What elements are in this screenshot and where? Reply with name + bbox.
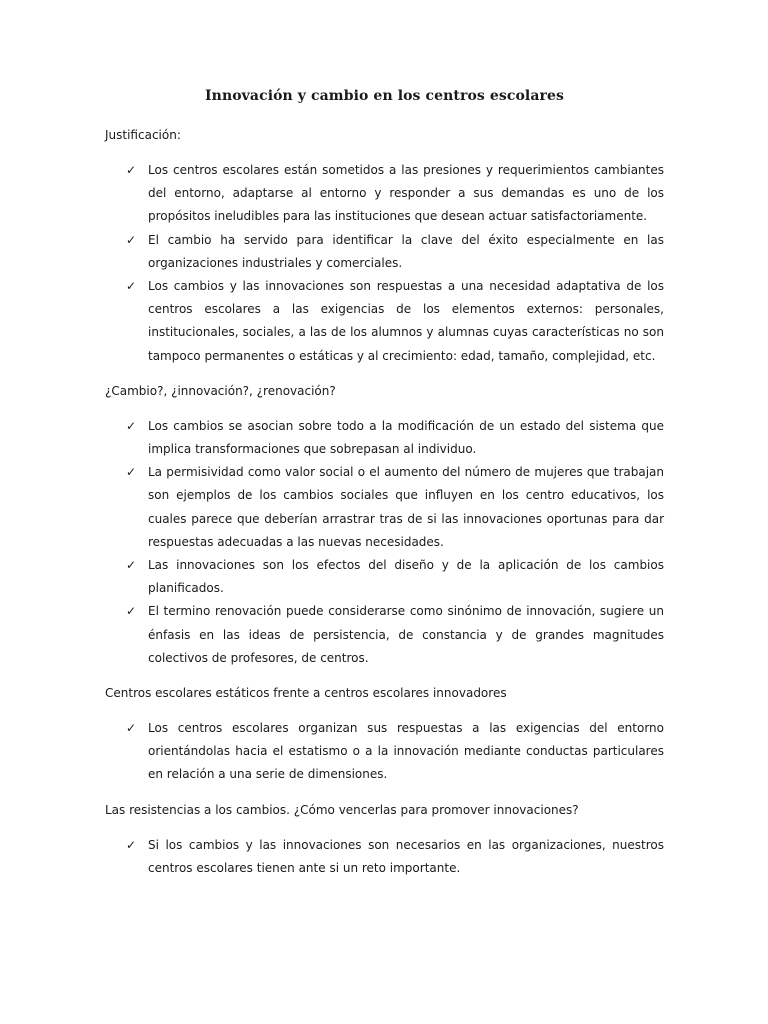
list-item-text: La permisividad como valor social o el aumento del número de mujeres que trabajan son ejemplos de los cambios sociales que influyen en los centro educativos, los cuales parece que deberían arrastrar tras de si las innovaciones oportunas para dar respuestas adecuadas a las nuevas necesidades. [148, 465, 664, 549]
checkmark-icon: ✓ [126, 721, 137, 736]
section-resistencias [105, 799, 664, 880]
list-item-text: Los cambios y las innovaciones son respuestas a una necesidad adaptativa de los centros escolares a las exigencias de los elementos externos: personales, institucionales, sociales, a las de los alumnos y alumnas cuyas características no son tampoco permanentes o estáticas y al crecimiento: edad, tamaño, complejidad, etc. [148, 279, 664, 363]
section-heading: Justificación: [105, 128, 181, 142]
section-heading: ¿Cambio?, ¿innovación?, ¿renovación? [105, 383, 336, 398]
checklist [105, 159, 664, 368]
list-item-text: Los cambios se asocian sobre todo a la modificación de un estado del sistema que implica transformaciones que sobrepasan al individuo. [148, 418, 664, 457]
section-heading: Centros escolares estáticos frente a centros escolares innovadores [105, 686, 507, 701]
checkmark-icon: ✓ [126, 604, 137, 619]
checklist [105, 415, 664, 670]
checkmark-icon: ✓ [126, 558, 137, 573]
checkmark-icon: ✓ [126, 837, 137, 852]
list-item-text: Los centros escolares están sometidos a las presiones y requerimientos cambiantes del entorno, adaptarse al entorno y responder a sus demandas es uno de los propósitos ineludibles para las instituciones que desean actuar satisfactoriamente. [148, 163, 664, 224]
list-item [126, 600, 664, 670]
checkmark-icon: ✓ [126, 163, 137, 177]
list-item [126, 461, 664, 554]
list-item [126, 159, 664, 229]
list-item [126, 717, 664, 787]
list-item-text: El termino renovación puede considerarse como sinónimo de innovación, sugiere un énfasis en las ideas de persistencia, de constancia y de grandes magnitudes colectivos de profesores, de centros. [148, 604, 664, 665]
document-title: Innovación y cambio en los centros escolares [205, 88, 564, 104]
checklist [105, 834, 664, 880]
list-item [126, 834, 664, 880]
checkmark-icon: ✓ [126, 465, 137, 480]
checkmark-icon: ✓ [126, 279, 137, 294]
list-item-text: Las innovaciones son los efectos del diseño y de la aplicación de los cambios planificados. [148, 558, 664, 596]
list-item [126, 229, 664, 275]
checklist [105, 717, 664, 787]
list-item-text: Los centros escolares organizan sus respuestas a las exigencias del entorno orientándolas hacia el estatismo o a la innovación mediante conductas particulares en relación a una serie de dimensiones. [148, 721, 664, 782]
checkmark-icon: ✓ [126, 418, 137, 433]
section-cambio-innovacion [105, 380, 664, 670]
list-item [126, 275, 664, 368]
section-justificacion [105, 124, 664, 368]
section-heading: Las resistencias a los cambios. ¿Cómo vencerlas para promover innovaciones? [105, 802, 579, 817]
checkmark-icon: ✓ [126, 232, 137, 247]
list-item [126, 415, 664, 461]
section-estaticos-innovadores [105, 682, 664, 787]
list-item [126, 554, 664, 600]
list-item-text: El cambio ha servido para identificar la clave del éxito especialmente en las organizaciones industriales y comerciales. [148, 232, 664, 270]
list-item-text: Si los cambios y las innovaciones son necesarios en las organizaciones, nuestros centros escolares tienen ante si un reto importante. [148, 837, 664, 875]
